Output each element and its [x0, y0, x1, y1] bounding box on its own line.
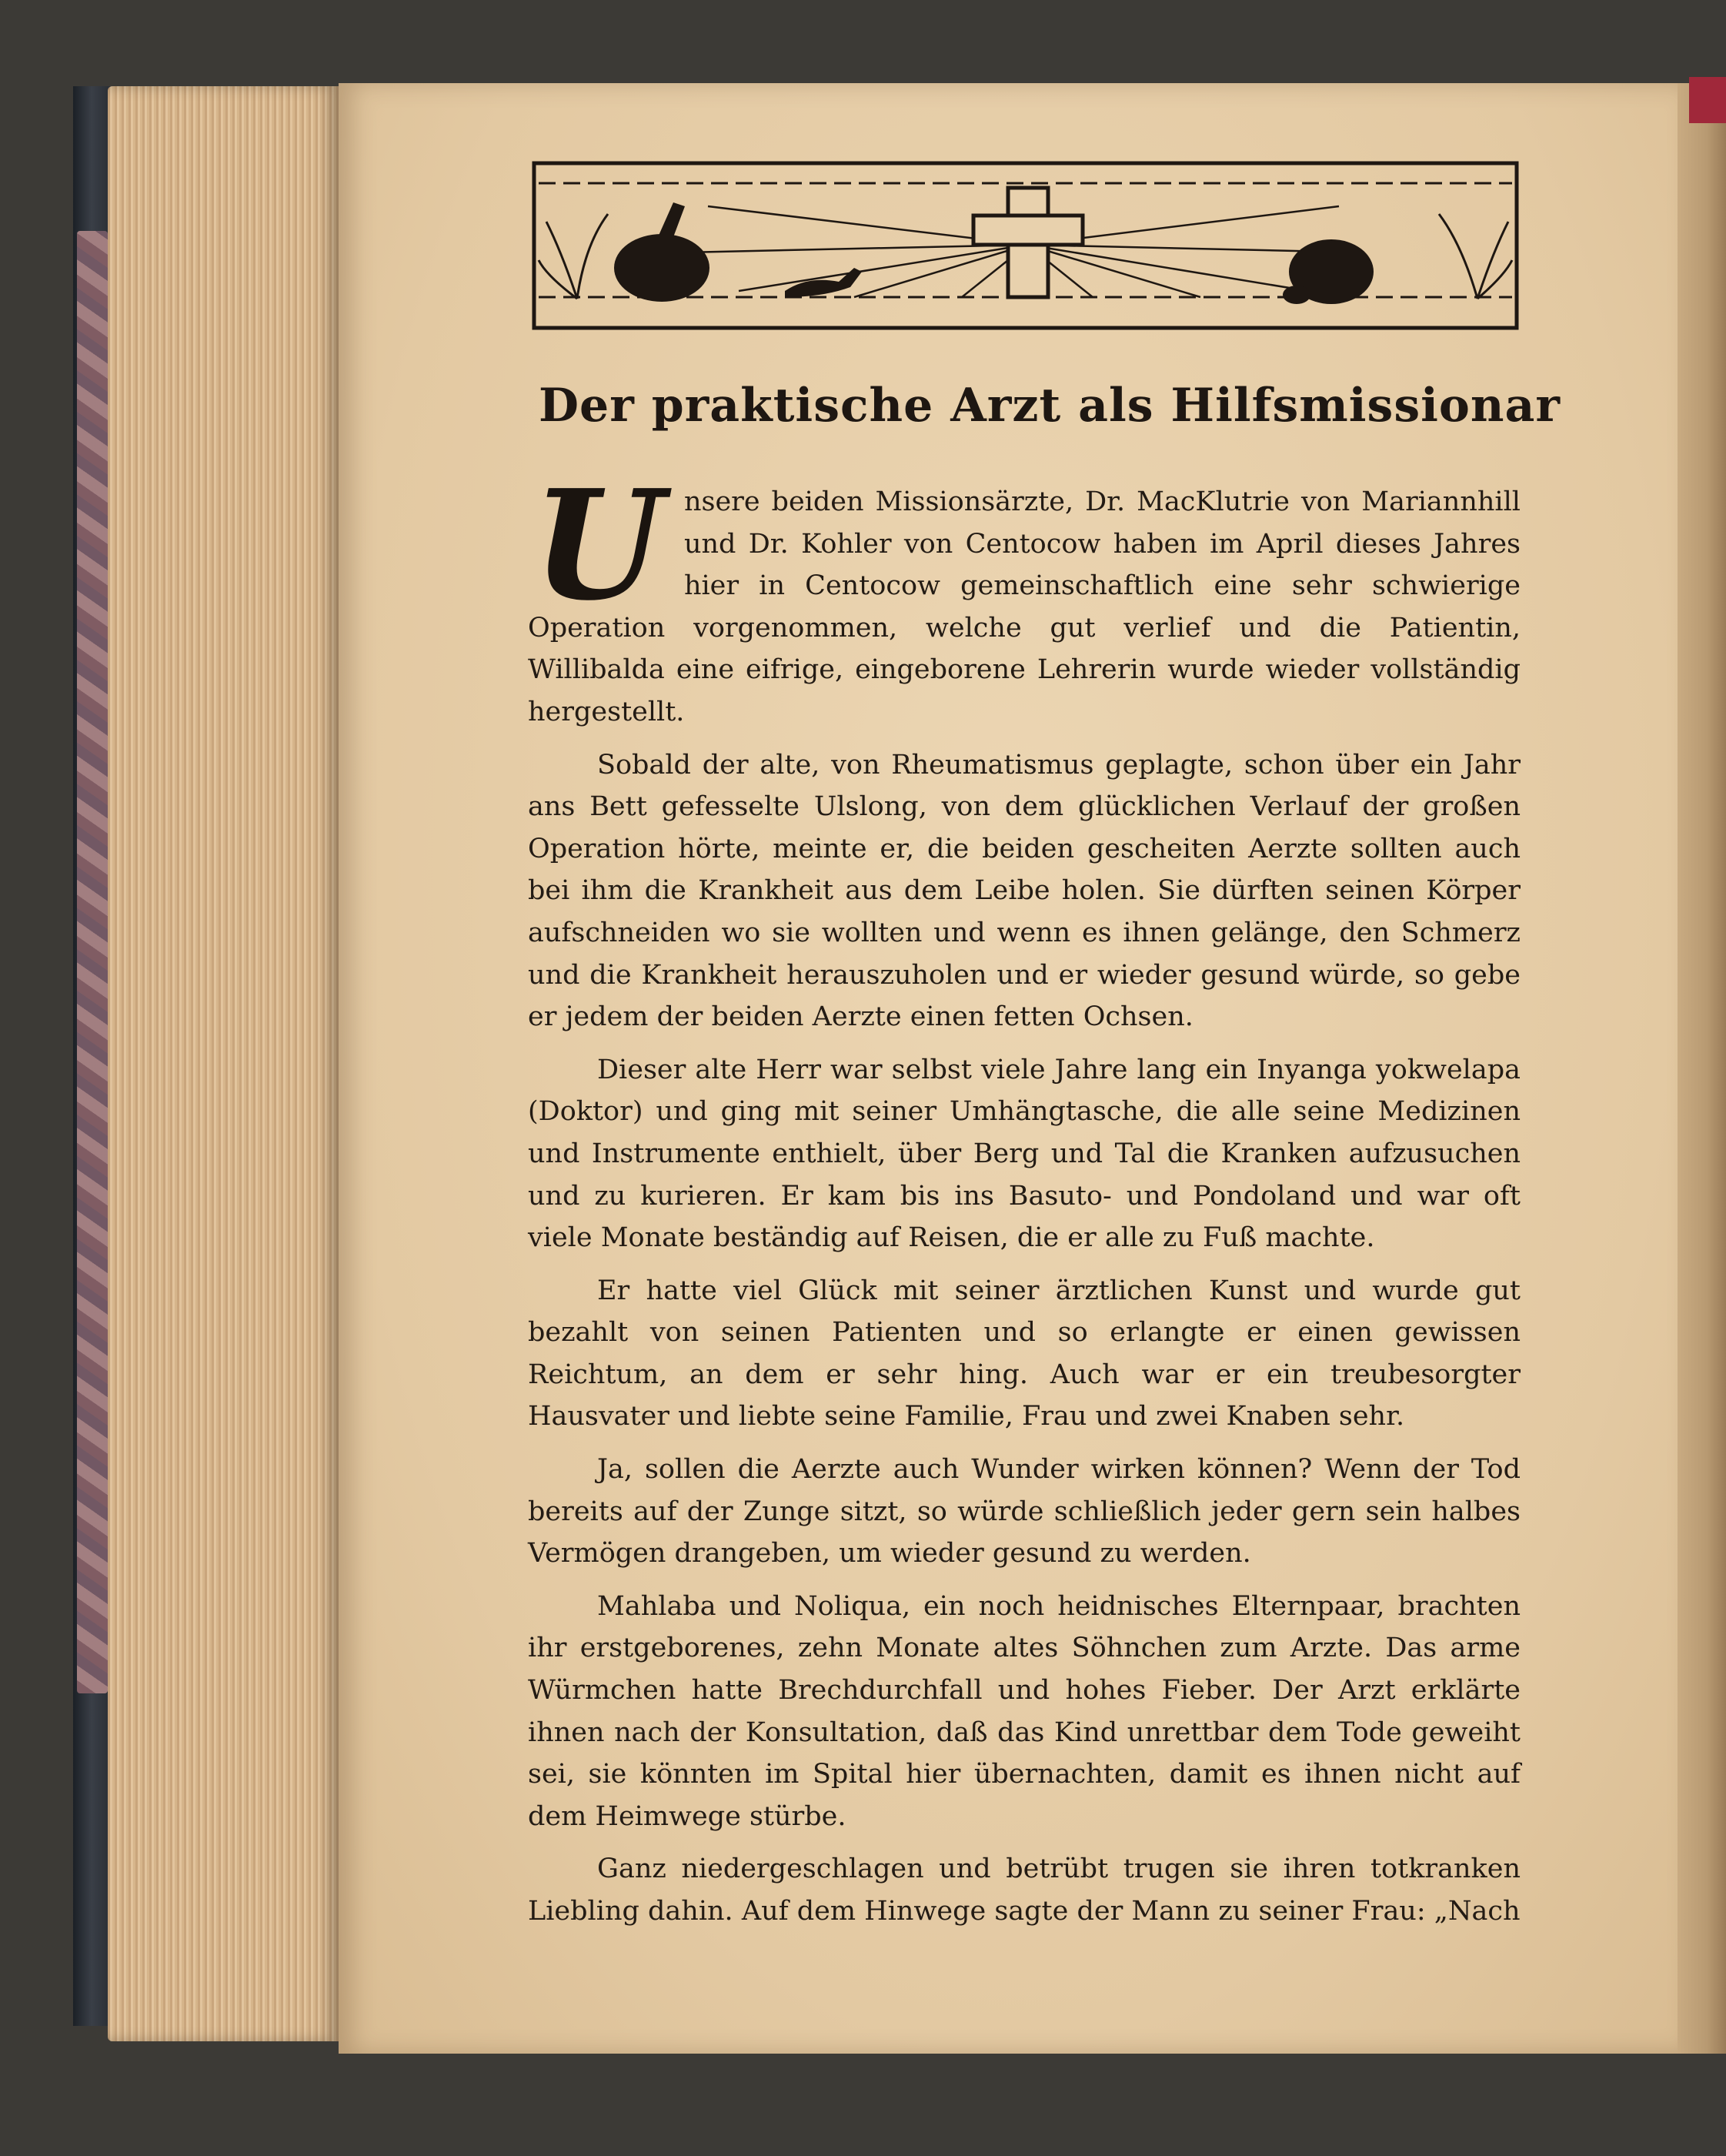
paragraph-1-text: nsere beiden Missionsärzte, Dr. MacKlutrie von Mariannhill und Dr. Kohler von Centocow haben im April dieses Jahres hier in Centocow gemeinschaftlich eine sehr schwierige Operation vorgenommen, welche gut verlief und die Patientin, Willibalda eine eifrige, eingeborene Lehrerin wurde wieder vollständig hergestellt. — [528, 486, 1521, 727]
paragraph-6: Mahlaba und Noliqua, ein noch heidnisches Elternpaar, brachten ihr erstgeborenes, zehn Monate altes Söhnchen zum Arzte. Das arme Würmchen hatte Brechdurchfall und hohes Fieber. Der Arzt erklärte ihnen nach der Konsultation, daß das Kind unrettbar dem Tode geweiht sei, sie könnten im Spital hier übernachten, damit es ihnen nicht auf dem Heimwege stürbe. — [528, 1590, 1521, 1832]
paragraph-7: Ganz niedergeschlagen und betrübt trugen sie ihren totkranken Liebling dahin. Auf dem Hinwege sagte der Mann zu seiner Frau: „Nach — [528, 1853, 1521, 1927]
red-bookmark-cloth — [1689, 77, 1726, 123]
drop-cap-letter: U — [532, 457, 664, 634]
header-vignette-illustration — [531, 160, 1520, 331]
article-title: Der praktische Arzt als Hilfsmissionar — [539, 379, 1561, 433]
paragraph-1 — [528, 457, 1521, 734]
paragraph-2: Sobald der alte, von Rheumatismus geplagte, schon über ein Jahr ans Bett gefesselte Ulslong, von dem glücklichen Verlauf der großen Operation hörte, meinte er, die beiden gescheiten Aerzte sollten auch bei ihm die Krankheit aus dem Leibe holen. Sie dürften seinen Körper aufschneiden wo sie wollten und wenn es ihnen gelänge, den Schmerz und die Krankheit herauszuholen und er wieder gesund würde, so gebe er jedem der beiden Aerzte einen fetten Ochsen. — [528, 749, 1521, 1033]
page-edges — [108, 86, 339, 2041]
paragraph-4: Er hatte viel Glück mit seiner ärztlichen Kunst und wurde gut bezahlt von seinen Patienten und so erlangte er einen gewissen Reichtum, an dem er sehr hing. Auch war er ein treubesorgter Hausvater und liebte seine Familie, Frau und zwei Knaben sehr. — [528, 1275, 1521, 1432]
article-body — [528, 457, 1521, 1944]
paragraph-5: Ja, sollen die Aerzte auch Wunder wirken können? Wenn der Tod bereits auf der Zunge sitzt, so würde schließlich jeder gern sein halbes Vermögen drangeben, um wieder gesund zu werden. — [528, 1454, 1521, 1569]
paragraph-3: Dieser alte Herr war selbst viele Jahre lang ein Inyanga yokwelapa (Doktor) und ging mit seiner Umhängtasche, die alle seine Medizinen und Instrumente enthielt, über Berg und Tal die Kranken aufzusuchen und zu kurieren. Er kam bis ins Basuto- und Pondoland und war oft viele Monate beständig auf Reisen, die er alle zu Fuß machte. — [528, 1054, 1521, 1254]
marbled-cover — [77, 231, 108, 1693]
facing-page-edge — [1678, 83, 1726, 2054]
